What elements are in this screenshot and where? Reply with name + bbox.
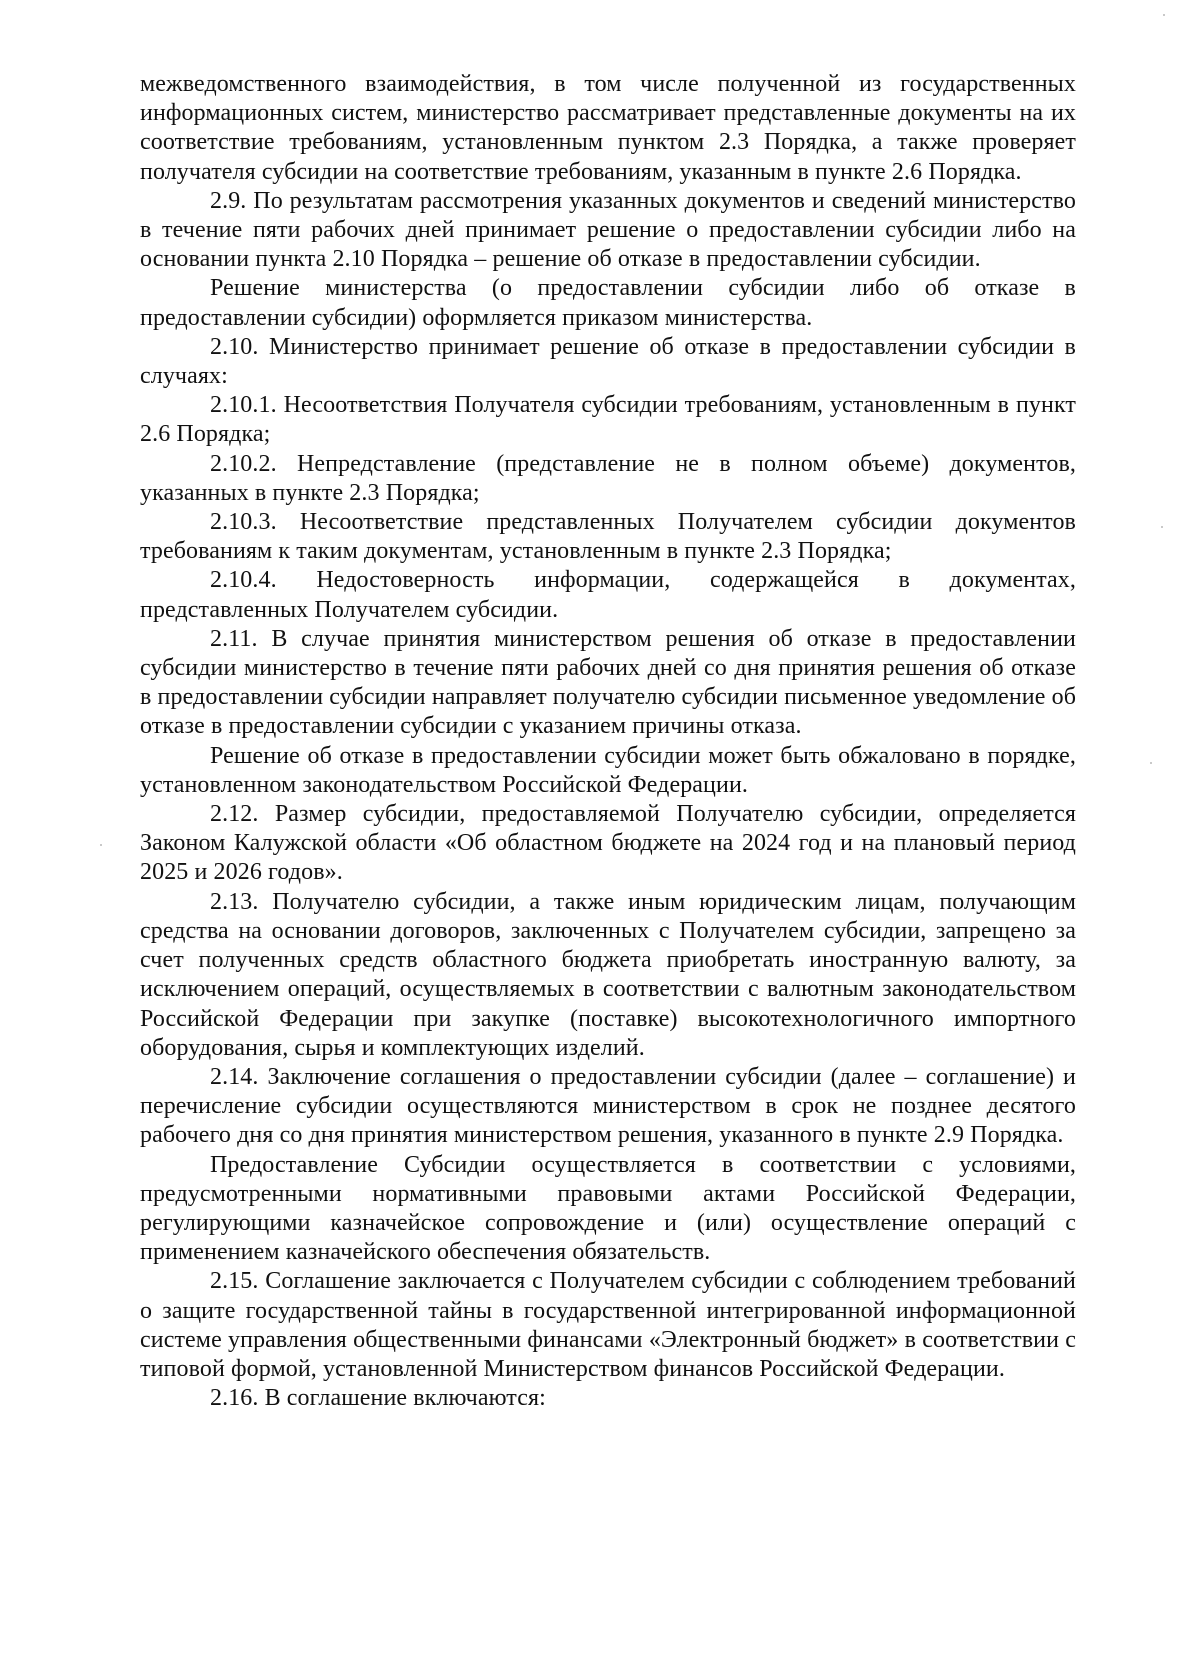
scan-speck <box>1163 14 1165 16</box>
paragraph-2-10-3: 2.10.3. Несоответствие представленных Получателем субсидии документов требованиям к таким документам, установленным в пункте 2.3 Порядка; <box>140 509 1076 565</box>
paragraph-2-14: 2.14. Заключение соглашения о предоставлении субсидии (далее – соглашение) и перечисление субсидии осуществляются министерством в срок не позднее десятого рабочего дня со дня принятия министерством решения, указанного в пункте 2.9 Порядка. <box>140 1063 1076 1149</box>
paragraph-2-10-1: 2.10.1. Несоответствия Получателя субсидии требованиям, установленным в пункт 2.6 Порядка; <box>140 392 1076 448</box>
paragraph-treasury: Предоставление Субсидии осуществляется в соответствии с условиями, предусмотренными нормативными правовыми актами Российской Федерации, регулирующими казначейское сопровождение и (или) осуществление операций с применением казначейского обеспечения обязательств. <box>140 1151 1076 1266</box>
scan-speck <box>1150 762 1152 764</box>
paragraph-2-15: 2.15. Соглашение заключается с Получателем субсидии с соблюдением требований о защите государственной тайны в государственной интегрированной информационной системе управления общественными финансами «Электронный бюджет» в соответствии с типовой формой, установленной Министерством финансов Российской Федерации. <box>140 1268 1076 1382</box>
paragraph-2-10: 2.10. Министерство принимает решение об отказе в предоставлении субсидии в случаях: <box>140 333 1076 390</box>
paragraph-2-11: 2.11. В случае принятия министерством решения об отказе в предоставлении субсидии министерство в течение пяти рабочих дней со дня принятия решения об отказе в предоставлении субсидии направляет получателю субсидии письменное уведомление об отказе в предоставлении субсидии с указанием причины отказа. <box>140 625 1076 740</box>
document-body <box>140 70 1076 1413</box>
scan-speck <box>1161 526 1163 528</box>
paragraph-decision: Решение министерства (о предоставлении субсидии либо об отказе в предоставлении субсидии) оформляется приказом министерства. <box>140 275 1076 331</box>
scan-speck <box>100 844 102 846</box>
paragraph-2-13: 2.13. Получателю субсидии, а также иным юридическим лицам, получающим средства на основании договоров, заключенных с Получателем субсидии, запрещено за счет полученных средств областного бюджета приобретать иностранную валюту, за исключением операций, осуществляемых в соответствии с валютным законодательством Российской Федерации при закупке (поставке) высокотехнологичного импортного оборудования, сырья и комплектующих изделий. <box>140 888 1076 1061</box>
paragraph-appeal: Решение об отказе в предоставлении субсидии может быть обжаловано в порядке, установленном законодательством Российской Федерации. <box>140 742 1076 798</box>
paragraph-2-12: 2.12. Размер субсидии, предоставляемой Получателю субсидии, определяется Законом Калужской области «Об областном бюджете на 2024 год и на плановый период 2025 и 2026 годов». <box>140 801 1076 886</box>
paragraph-continuation: межведомственного взаимодействия, в том числе полученной из государственных информационных систем, министерство рассматривает представленные документы на их соответствие требованиям, установленным пунктом 2.3 Порядка, а также проверяет получателя субсидии на соответствие требованиям, указанным в пункте 2.6 Порядка. <box>140 71 1076 185</box>
paragraph-2-16: 2.16. В соглашение включаются: <box>210 1385 546 1412</box>
paragraph-2-10-4: 2.10.4. Недостоверность информации, содержащейся в документах, представленных Получателем субсидии. <box>140 567 1076 623</box>
paragraph-2-9: 2.9. По результатам рассмотрения указанных документов и сведений министерство в течение пяти рабочих дней принимает решение о предоставлении субсидии либо на основании пункта 2.10 Порядка – решение об отказе в предоставлении субсидии. <box>140 187 1076 273</box>
paragraph-2-10-2: 2.10.2. Непредставление (представление не в полном объеме) документов, указанных в пункте 2.3 Порядка; <box>140 450 1076 506</box>
